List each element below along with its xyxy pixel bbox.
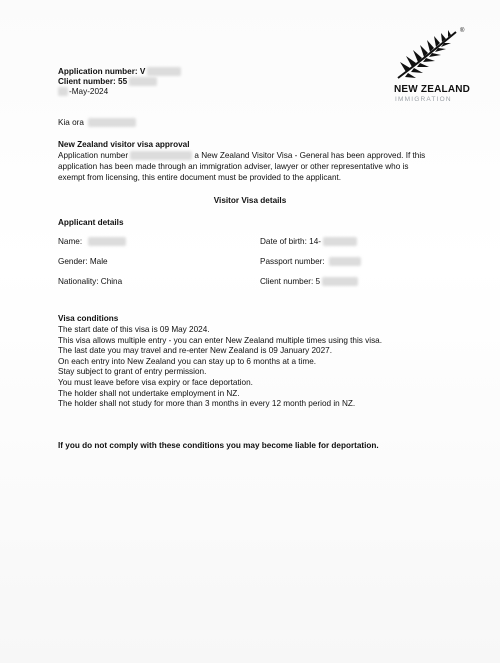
approval-title: New Zealand visitor visa approval bbox=[58, 140, 190, 149]
redacted-applicant-client bbox=[322, 277, 358, 286]
greeting: Kia ora bbox=[58, 118, 136, 128]
application-number: Application number: V bbox=[58, 67, 181, 77]
condition-line: You must leave before visa expiry or face deportation. bbox=[58, 377, 253, 387]
condition-line: The holder shall not undertake employment in NZ. bbox=[58, 388, 240, 398]
condition-line: This visa allows multiple entry - you can enter New Zealand multiple times using this visa. bbox=[58, 335, 382, 345]
applicant-nationality: Nationality: China bbox=[58, 277, 123, 286]
deportation-warning: If you do not comply with these conditions you may become liable for deportation. bbox=[58, 441, 379, 450]
applicant-gender: Gender: Male bbox=[58, 257, 108, 266]
approval-line-3: exempt from licensing, this entire document must be provided to the applicant. bbox=[58, 173, 342, 182]
letter-date: -May-2024 bbox=[58, 87, 108, 97]
condition-line: The last date you may travel and re-enter New Zealand is 09 January 2027. bbox=[58, 346, 332, 356]
fern-icon bbox=[394, 26, 466, 82]
applicant-passport: Passport number: bbox=[260, 257, 361, 267]
visa-conditions-title: Visa conditions bbox=[58, 314, 119, 323]
redacted-applicant-name bbox=[88, 237, 126, 246]
redacted-name bbox=[88, 118, 136, 127]
condition-line: On each entry into New Zealand you can stay up to 6 months at a time. bbox=[58, 356, 317, 366]
client-number: Client number: 55 bbox=[58, 77, 157, 87]
applicant-client-number: Client number: 5 bbox=[260, 277, 358, 287]
condition-line: The start date of this visa is 09 May 2024. bbox=[58, 325, 210, 334]
redacted-passport bbox=[329, 257, 361, 266]
redacted-client-number bbox=[129, 77, 157, 86]
applicant-details-title: Applicant details bbox=[58, 218, 124, 227]
registered-mark: ® bbox=[460, 28, 465, 34]
condition-line: Stay subject to grant of entry permission. bbox=[58, 367, 207, 377]
approval-line-2: application has been made through an immigration adviser, lawyer or other representative who is bbox=[58, 162, 409, 171]
applicant-name: Name: bbox=[58, 237, 126, 247]
redacted-application-ref bbox=[130, 151, 192, 160]
logo-subtitle: IMMIGRATION bbox=[395, 96, 452, 103]
redacted-dob bbox=[323, 237, 357, 246]
applicant-dob: Date of birth: 14- bbox=[260, 237, 357, 247]
immigration-nz-logo bbox=[394, 26, 470, 106]
logo-title: NEW ZEALAND bbox=[394, 84, 471, 95]
condition-line: The holder shall not study for more than 3 months in every 12 month period in NZ. bbox=[58, 399, 356, 409]
redacted-day bbox=[58, 87, 68, 96]
visa-conditions-list bbox=[58, 325, 448, 410]
redacted-application-number bbox=[147, 67, 181, 76]
visa-details-title: Visitor Visa details bbox=[213, 196, 287, 205]
approval-line-1: Application number a New Zealand Visitor Visa - General has been approved. If this bbox=[58, 151, 426, 160]
